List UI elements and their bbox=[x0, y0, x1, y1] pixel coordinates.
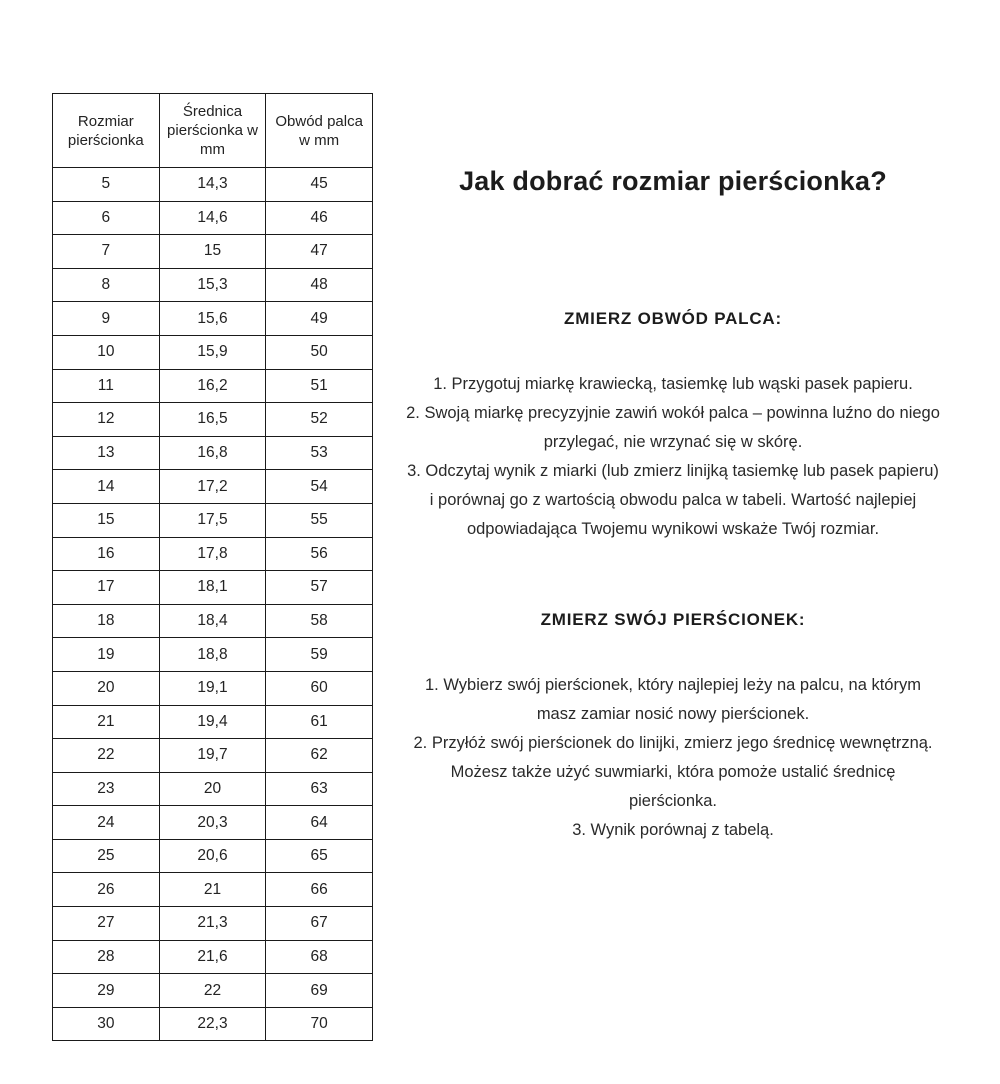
table-row bbox=[53, 201, 373, 235]
table-row bbox=[53, 873, 373, 907]
table-cell: 30 bbox=[53, 1007, 160, 1041]
instruction-item: 1. Wybierz swój pierścionek, który najlepiej leży na palcu, na którym masz zamiar nosić nowy pierścionek. bbox=[425, 676, 921, 723]
table-cell: 69 bbox=[266, 974, 373, 1008]
table-row bbox=[53, 705, 373, 739]
table-cell: 47 bbox=[266, 235, 373, 269]
instruction-section bbox=[405, 610, 941, 845]
instruction-item: 3. Wynik porównaj z tabelą. bbox=[572, 821, 774, 839]
table-cell: 20,3 bbox=[159, 806, 266, 840]
table-row bbox=[53, 638, 373, 672]
table-cell: 50 bbox=[266, 335, 373, 369]
table-cell: 52 bbox=[266, 403, 373, 437]
table-cell: 46 bbox=[266, 201, 373, 235]
instructions-column bbox=[405, 166, 941, 845]
table-cell: 60 bbox=[266, 671, 373, 705]
table-cell: 70 bbox=[266, 1007, 373, 1041]
table-cell: 18,4 bbox=[159, 604, 266, 638]
table-cell: 29 bbox=[53, 974, 160, 1008]
table-cell: 45 bbox=[266, 168, 373, 202]
table-row bbox=[53, 168, 373, 202]
table-row bbox=[53, 537, 373, 571]
table-cell: 16,8 bbox=[159, 436, 266, 470]
table-cell: 21 bbox=[159, 873, 266, 907]
table-cell: 18,8 bbox=[159, 638, 266, 672]
table-cell: 16,2 bbox=[159, 369, 266, 403]
table-cell: 16 bbox=[53, 537, 160, 571]
table-row bbox=[53, 436, 373, 470]
table-cell: 14 bbox=[53, 470, 160, 504]
table-cell: 51 bbox=[266, 369, 373, 403]
table-row bbox=[53, 268, 373, 302]
table-cell: 15,9 bbox=[159, 335, 266, 369]
table-cell: 18,1 bbox=[159, 571, 266, 605]
table-row bbox=[53, 369, 373, 403]
instruction-item: 2. Swoją miarkę precyzyjnie zawiń wokół palca – powinna luźno do niego przylegać, nie wrzynać się w skórę. bbox=[406, 404, 940, 451]
table-cell: 16,5 bbox=[159, 403, 266, 437]
table-cell: 22,3 bbox=[159, 1007, 266, 1041]
table-cell: 14,3 bbox=[159, 168, 266, 202]
table-row bbox=[53, 503, 373, 537]
size-table-header-row bbox=[53, 94, 373, 168]
table-cell: 15,3 bbox=[159, 268, 266, 302]
table-row bbox=[53, 839, 373, 873]
table-row bbox=[53, 403, 373, 437]
table-cell: 21 bbox=[53, 705, 160, 739]
page-title: Jak dobrać rozmiar pierścionka? bbox=[459, 166, 887, 196]
table-row bbox=[53, 671, 373, 705]
table-row bbox=[53, 235, 373, 269]
table-header-cell: Średnica pierścionka w mm bbox=[159, 94, 266, 168]
table-cell: 54 bbox=[266, 470, 373, 504]
section-heading: ZMIERZ SWÓJ PIERŚCIONEK: bbox=[540, 610, 806, 629]
table-cell: 20 bbox=[159, 772, 266, 806]
table-cell: 21,6 bbox=[159, 940, 266, 974]
table-cell: 10 bbox=[53, 335, 160, 369]
table-cell: 62 bbox=[266, 739, 373, 773]
table-cell: 13 bbox=[53, 436, 160, 470]
section-heading: ZMIERZ OBWÓD PALCA: bbox=[564, 309, 782, 328]
table-row bbox=[53, 1007, 373, 1041]
table-cell: 24 bbox=[53, 806, 160, 840]
table-cell: 68 bbox=[266, 940, 373, 974]
table-cell: 17 bbox=[53, 571, 160, 605]
size-table-body bbox=[53, 168, 373, 1041]
table-cell: 8 bbox=[53, 268, 160, 302]
table-cell: 22 bbox=[159, 974, 266, 1008]
table-cell: 6 bbox=[53, 201, 160, 235]
table-cell: 9 bbox=[53, 302, 160, 336]
table-cell: 66 bbox=[266, 873, 373, 907]
table-row bbox=[53, 974, 373, 1008]
table-cell: 17,8 bbox=[159, 537, 266, 571]
table-cell: 59 bbox=[266, 638, 373, 672]
table-cell: 67 bbox=[266, 907, 373, 941]
table-cell: 64 bbox=[266, 806, 373, 840]
table-cell: 28 bbox=[53, 940, 160, 974]
table-row bbox=[53, 806, 373, 840]
instruction-item: 1. Przygotuj miarkę krawiecką, tasiemkę lub wąski pasek papieru. bbox=[433, 375, 913, 393]
instructions bbox=[405, 309, 941, 845]
table-row bbox=[53, 604, 373, 638]
instruction-item: 3. Odczytaj wynik z miarki (lub zmierz linijką tasiemkę lub pasek papieru) i porównaj go z wartością obwodu palca w tabeli. Wartość najlepiej odpowiadająca Twojemu wynikowi wskaże Twój rozmiar. bbox=[407, 462, 939, 538]
table-cell: 63 bbox=[266, 772, 373, 806]
table-row bbox=[53, 940, 373, 974]
table-cell: 14,6 bbox=[159, 201, 266, 235]
table-cell: 5 bbox=[53, 168, 160, 202]
table-cell: 27 bbox=[53, 907, 160, 941]
table-cell: 17,5 bbox=[159, 503, 266, 537]
ring-size-table bbox=[52, 93, 373, 1041]
table-cell: 57 bbox=[266, 571, 373, 605]
table-cell: 15 bbox=[53, 503, 160, 537]
section-items bbox=[405, 370, 941, 544]
table-cell: 19,1 bbox=[159, 671, 266, 705]
instruction-section bbox=[405, 309, 941, 544]
table-cell: 18 bbox=[53, 604, 160, 638]
table-cell: 65 bbox=[266, 839, 373, 873]
table-row bbox=[53, 470, 373, 504]
table-cell: 12 bbox=[53, 403, 160, 437]
table-row bbox=[53, 335, 373, 369]
table-cell: 19,4 bbox=[159, 705, 266, 739]
section-items bbox=[405, 671, 941, 845]
table-cell: 48 bbox=[266, 268, 373, 302]
table-cell: 56 bbox=[266, 537, 373, 571]
table-cell: 49 bbox=[266, 302, 373, 336]
table-cell: 19 bbox=[53, 638, 160, 672]
table-cell: 22 bbox=[53, 739, 160, 773]
table-cell: 17,2 bbox=[159, 470, 266, 504]
table-cell: 53 bbox=[266, 436, 373, 470]
table-header-cell: Rozmiar pierścionka bbox=[53, 94, 160, 168]
table-cell: 7 bbox=[53, 235, 160, 269]
table-cell: 21,3 bbox=[159, 907, 266, 941]
ring-size-table-head bbox=[53, 94, 373, 168]
table-header-cell: Obwód palca w mm bbox=[266, 94, 373, 168]
table-cell: 15 bbox=[159, 235, 266, 269]
table-row bbox=[53, 571, 373, 605]
table-cell: 61 bbox=[266, 705, 373, 739]
table-row bbox=[53, 302, 373, 336]
table-cell: 26 bbox=[53, 873, 160, 907]
table-cell: 20,6 bbox=[159, 839, 266, 873]
table-cell: 25 bbox=[53, 839, 160, 873]
instruction-item: 2. Przyłóż swój pierścionek do linijki, zmierz jego średnicę wewnętrzną. Możesz także użyć suwmiarki, która pomoże ustalić średnicę pierścionka. bbox=[413, 734, 933, 810]
table-cell: 55 bbox=[266, 503, 373, 537]
table-cell: 15,6 bbox=[159, 302, 266, 336]
table-cell: 58 bbox=[266, 604, 373, 638]
table-cell: 19,7 bbox=[159, 739, 266, 773]
table-row bbox=[53, 739, 373, 773]
table-row bbox=[53, 907, 373, 941]
table-cell: 11 bbox=[53, 369, 160, 403]
table-cell: 23 bbox=[53, 772, 160, 806]
table-row bbox=[53, 772, 373, 806]
table-cell: 20 bbox=[53, 671, 160, 705]
